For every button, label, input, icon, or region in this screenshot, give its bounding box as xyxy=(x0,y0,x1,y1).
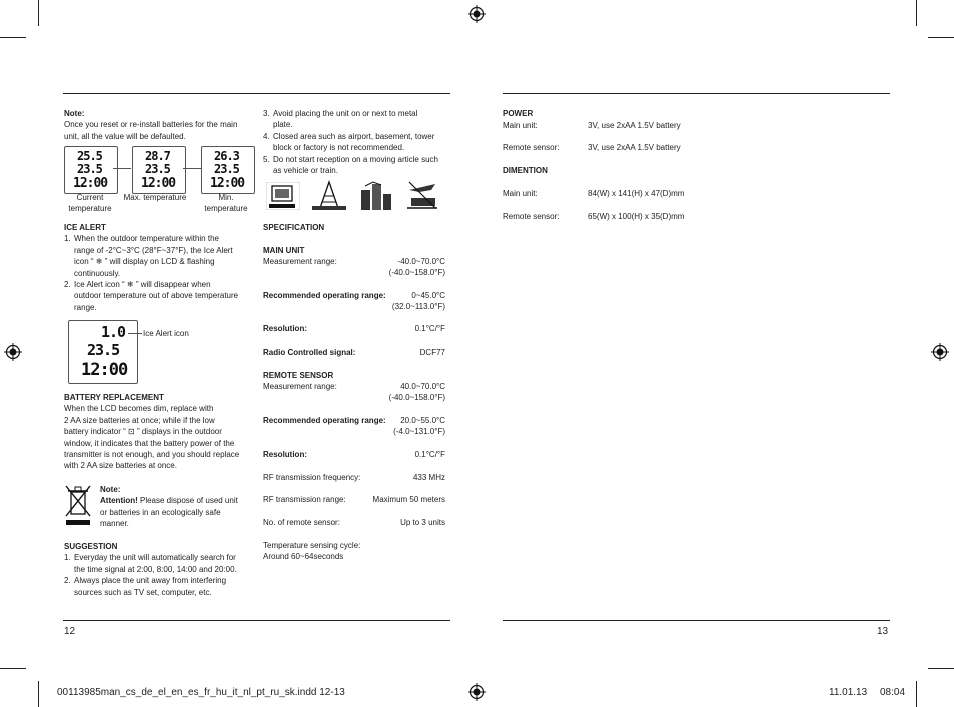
lcd-current xyxy=(64,146,118,194)
note-text-line: unit, all the value will be defaulted. xyxy=(64,131,186,141)
footer-rule xyxy=(503,620,890,621)
note-title: Note: xyxy=(64,109,85,118)
lcd-outdoor-temp: 1.0 xyxy=(101,323,126,341)
crop-mark xyxy=(0,668,26,669)
dim-remote-value: 65(W) x 100(H) x 35(D)mm xyxy=(588,212,685,221)
note-text-line: Once you reset or re-install batteries for the main xyxy=(64,120,238,130)
dim-main-label: Main unit: xyxy=(503,189,538,198)
battery-section: BATTERY REPLACEMENT When the LCD becomes dim, replace with 2 AA size batteries at once; while if the low battery indicator “ ⊡ ” displays in the outdoor window, it indicates that the battery power of the transmitter is not enough, and you should replace with 2 AA size batteries at once. xyxy=(64,392,256,472)
lcd-outdoor-temp: 28.7 xyxy=(145,149,170,163)
crop-mark xyxy=(916,0,917,26)
lcd-time: 12:00 xyxy=(73,176,108,191)
disposal-note: Note: Attention! Please dispose of used unit or batteries in an ecologically safe manner. xyxy=(100,485,238,529)
lcd-max xyxy=(132,146,186,194)
crop-mark xyxy=(928,668,954,669)
tower-icon xyxy=(312,180,346,210)
list-item: 2. Always place the unit away from interfering sources such as TV set, computer, etc. xyxy=(64,576,227,597)
list-item: 1. When the outdoor temperature within the range of -2°C~3°C (28°F~37°F), the Ice Alert icon “ ❄ ” will display on LCD & flashing continuously. xyxy=(64,234,233,278)
list-item: 4. Closed area such as airport, basement, tower block or factory is not recommended. xyxy=(263,131,435,153)
lcd-ice-alert xyxy=(68,320,138,384)
dimension-heading: DIMENTION xyxy=(503,166,548,175)
main-unit-heading: MAIN UNIT xyxy=(263,246,305,255)
crop-mark xyxy=(0,37,26,38)
slug-date: 11.01.13 xyxy=(829,687,868,698)
power-remote-label: Remote sensor: xyxy=(503,143,560,152)
lcd-caption: Current temperature xyxy=(68,193,112,214)
header-rule xyxy=(503,93,890,94)
spec-heading: SPECIFICATION xyxy=(263,223,325,232)
remote-specs: Measurement range: 40.0~70.0°C (-40.0~158.0°F) Recommended operating range: 20.0~55.0°C (-4.0~131.0°F) Resolution: 0.1°C/°F RF transmission frequency: 433 MHz RF transmission range: Maximum 50 meters No. of remote sensor: Up to 3 units xyxy=(263,382,445,527)
crop-mark xyxy=(916,681,917,707)
ice-alert-section xyxy=(64,222,256,313)
registration-mark-icon xyxy=(468,5,486,23)
lcd-time: 12:00 xyxy=(141,176,176,191)
lcd-indoor-temp: 23.5 xyxy=(145,162,170,176)
section-heading: SUGGESTION xyxy=(64,542,118,551)
power-heading: POWER xyxy=(503,109,534,118)
list-item: 3. Avoid placing the unit on or next to metal plate. xyxy=(263,109,418,130)
list-item: 1. Everyday the unit will automatically search for the time signal at 2:00, 8:00, 14:00 and 20:00. xyxy=(64,553,237,574)
lcd-indoor-temp: 23.5 xyxy=(87,341,120,359)
section-heading: ICE ALERT xyxy=(64,223,106,232)
slug-time: 08:04 xyxy=(880,687,906,698)
lcd-caption: Max. temperature xyxy=(123,193,187,202)
registration-mark-icon xyxy=(468,683,486,701)
footer-rule xyxy=(63,620,450,621)
dim-main-value: 84(W) x 141(H) x 47(D)mm xyxy=(588,189,685,198)
connector-line xyxy=(183,168,201,169)
power-main-label: Main unit: xyxy=(503,121,538,130)
suggestion-section xyxy=(64,541,256,598)
sensing-cycle: Temperature sensing cycle: Around 60~64seconds xyxy=(263,541,361,562)
callout-line xyxy=(128,333,142,334)
dim-remote-label: Remote sensor: xyxy=(503,212,560,221)
lcd-indoor-temp: 23.5 xyxy=(77,162,102,176)
remote-heading: REMOTE SENSOR xyxy=(263,371,334,380)
page-number: 12 xyxy=(64,626,76,637)
lcd-min xyxy=(201,146,255,194)
crop-mark xyxy=(38,681,39,707)
lcd-time: 12:00 xyxy=(81,360,128,380)
list-item: 2. Ice Alert icon “ ❄ ” will disappear when outdoor temperature out of above temperature range. xyxy=(64,280,239,312)
registration-mark-icon xyxy=(4,343,22,361)
crop-mark xyxy=(38,0,39,26)
registration-mark-icon xyxy=(931,343,949,361)
crop-mark xyxy=(928,37,954,38)
ice-alert-callout: Ice Alert icon xyxy=(143,329,189,338)
lcd-caption: Min. temperature xyxy=(204,193,248,214)
reset-note xyxy=(64,108,254,142)
main-unit-specs: Measurement range: -40.0~70.0°C (-40.0~158.0°F) Recommended operating range: 0~45.0°C (32.0~113.0°F) Resolution: 0.1°C/°F Radio Controlled signal: DCF77 xyxy=(263,257,445,357)
weee-bin-icon xyxy=(64,484,92,528)
header-rule xyxy=(63,93,450,94)
lcd-outdoor-temp: 26.3 xyxy=(214,149,239,163)
airplane-train-icon xyxy=(405,180,439,210)
power-main-value: 3V, use 2xAA 1.5V battery xyxy=(588,121,681,130)
placement-tips xyxy=(263,108,455,176)
lcd-time: 12:00 xyxy=(210,176,245,191)
file-slug: 00113985man_cs_de_el_en_es_fr_hu_it_nl_pt_ru_sk.indd 12-13 xyxy=(57,687,345,698)
lcd-indoor-temp: 23.5 xyxy=(214,162,239,176)
list-item: 5. Do not start reception on a moving article such as vehicle or train. xyxy=(263,154,438,176)
section-heading: BATTERY REPLACEMENT xyxy=(64,393,164,402)
power-remote-value: 3V, use 2xAA 1.5V battery xyxy=(588,143,681,152)
lcd-outdoor-temp: 25.5 xyxy=(77,149,102,163)
page-number: 13 xyxy=(877,626,889,637)
computer-icon xyxy=(266,182,300,210)
city-buildings-icon xyxy=(359,180,393,210)
connector-line xyxy=(113,168,131,169)
